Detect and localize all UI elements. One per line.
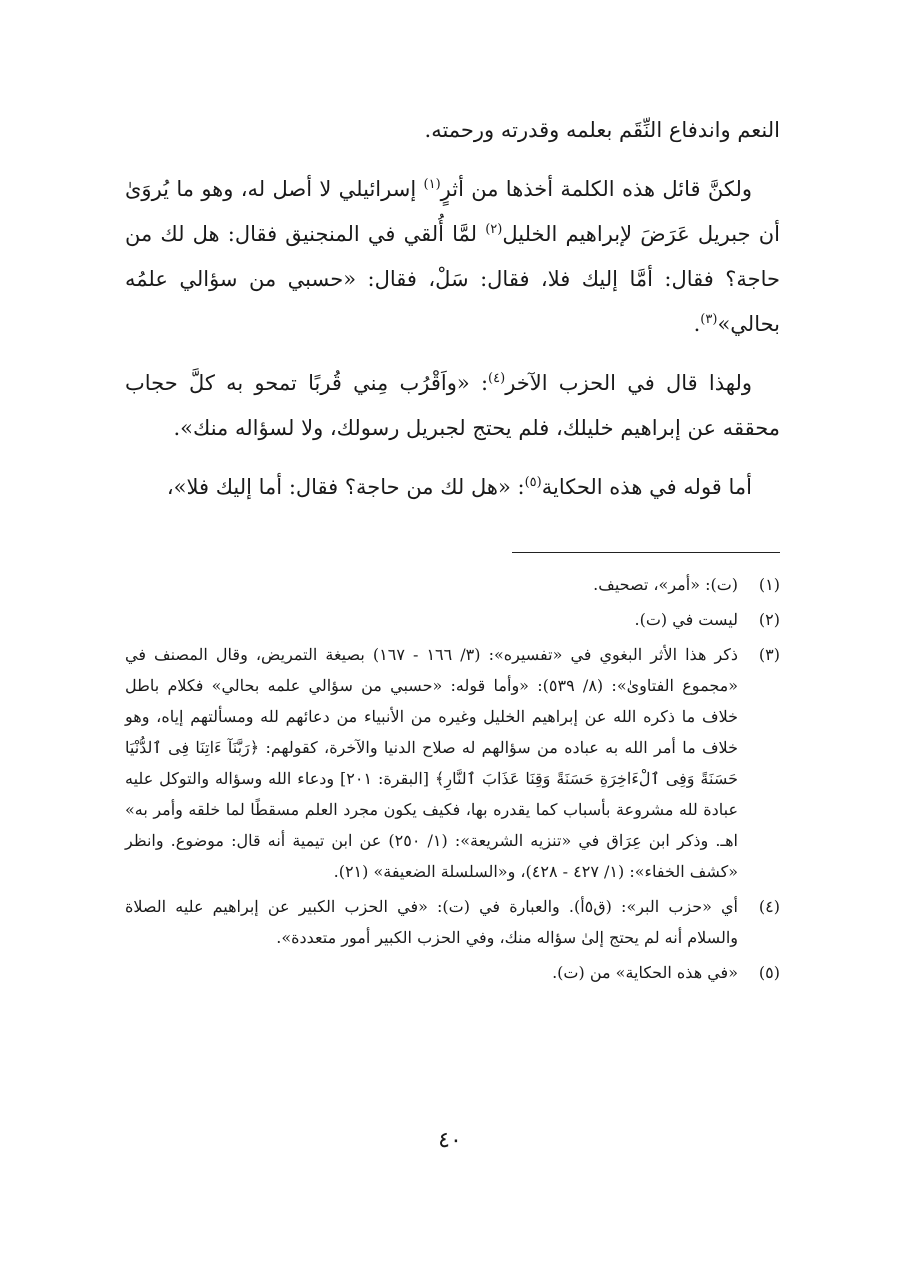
- footnote-1: [125, 569, 780, 600]
- footnotes: [125, 569, 780, 988]
- paragraph-2-text-b: إسرائيلي لا أصل له، وهو ما يُروَىٰ أن جبريل عَرَضَ لإبراهيم الخليل: [125, 177, 780, 246]
- paragraph-1-text: النعم واندفاع النِّقَم بعلمه وقدرته ورحمته.: [424, 118, 780, 142]
- footnote-ref-1[interactable]: (١): [423, 177, 441, 192]
- footnote-number: (٣): [758, 645, 780, 664]
- footnote-number: (٢): [758, 610, 780, 629]
- footnote-ref-2[interactable]: (٢): [485, 222, 503, 237]
- paragraph-2-text-c: لمَّا أُلقي في المنجنيق فقال: هل لك من حاجة؟ فقال: أمَّا إليك فلا، فقال: سَلْ، فقال: «حسبي من سؤالي علمُه بحالي»: [125, 222, 780, 336]
- footnote-3: [125, 639, 780, 887]
- footnote-4: [125, 891, 780, 953]
- footnote-number: (٥): [758, 963, 780, 982]
- footnote-text: ذكر هذا الأثر البغوي في «تفسيره»: (٣/ ١٦٦ - ١٦٧) بصيغة التمريض، وقال المصنف في «مجموع الفتاوىٰ»: (٨/ ٥٣٩): «وأما قوله: «حسبي من سؤالي علمه بحالي» فكلام باطل خلاف ما ذكره الله عن إبراهيم الخليل وغيره من الأنبياء من دعائهم لله ومسألتهم إياه، وهو خلاف ما أمر الله به عباده من سؤالهم له صلاح الدنيا والآخرة، كقولهم: ﴿رَبَّنَآ ءَاتِنَا فِى ٱلدُّنْيَا حَسَنَةً وَفِى ٱلْءَاخِرَةِ حَسَنَةً وَقِنَا عَذَابَ ٱلنَّارِ﴾ [البقرة: ٢٠١] ودعاء الله وسؤاله والتوكل عليه عبادة لله مشروعة بأسباب كما يقدره بها، فكيف يكون مجرد العلم مسقطًا لما خلقه وأمر به» اهـ. وذكر ابن عِرَاق في «تنزيه الشريعة»: (١/ ٢٥٠) عن ابن تيمية أنه قال: موضوع. وانظر «كشف الخفاء»: (١/ ٤٢٧ - ٤٢٨)، و«السلسلة الضعيفة» (٢١).: [125, 645, 739, 881]
- footnote-ref-5[interactable]: (٥): [524, 475, 542, 490]
- footnote-separator: [512, 552, 780, 553]
- footnote-ref-4[interactable]: (٤): [488, 371, 506, 386]
- paragraph-2-text-d: .: [693, 312, 701, 336]
- paragraph-2-text-a: ولكنَّ قائل هذه الكلمة أخذها من أثرٍ: [440, 177, 753, 201]
- paragraph-4: [125, 465, 780, 510]
- paragraph-4-text-b: : «هل لك من حاجة؟ فقال: أما إليك فلا»،: [166, 475, 525, 499]
- footnote-text: «في هذه الحكاية» من (ت).: [552, 963, 738, 982]
- footnote-number: (١): [758, 575, 780, 594]
- footnote-number: (٤): [758, 897, 780, 916]
- footnote-separator-wrap: [125, 524, 780, 569]
- paragraph-1: [125, 108, 780, 153]
- main-text: [125, 108, 780, 510]
- footnote-ref-3[interactable]: (٣): [700, 312, 718, 327]
- footnote-5: [125, 957, 780, 988]
- footnote-text: ليست في (ت).: [634, 610, 738, 629]
- paragraph-3: [125, 361, 780, 451]
- footnote-2: [125, 604, 780, 635]
- paragraph-3-text-b: : «واَقْرُب مِني قُربًا تمحو به كلَّ حجاب محققه عن إبراهيم خليلك، فلم يحتج لجبريل رسولك، ولا لسؤاله منك».: [125, 371, 780, 440]
- page-number: ٤٠: [438, 1128, 462, 1153]
- footnote-text: (ت): «أمر»، تصحيف.: [593, 575, 738, 594]
- paragraph-2: [125, 167, 780, 347]
- page-content: [125, 108, 780, 992]
- footnote-text: أي «حزب البر»: (ق٥أ). والعبارة في (ت): «في الحزب الكبير عن إبراهيم عليه الصلاة والسلام أنه لم يحتج إلىٰ سؤاله منك، وفي الحزب الكبير أمور متعددة».: [125, 897, 738, 947]
- paragraph-4-text-a: أما قوله في هذه الحكاية: [541, 475, 752, 499]
- paragraph-3-text-a: ولهذا قال في الحزب الآخر: [505, 371, 752, 395]
